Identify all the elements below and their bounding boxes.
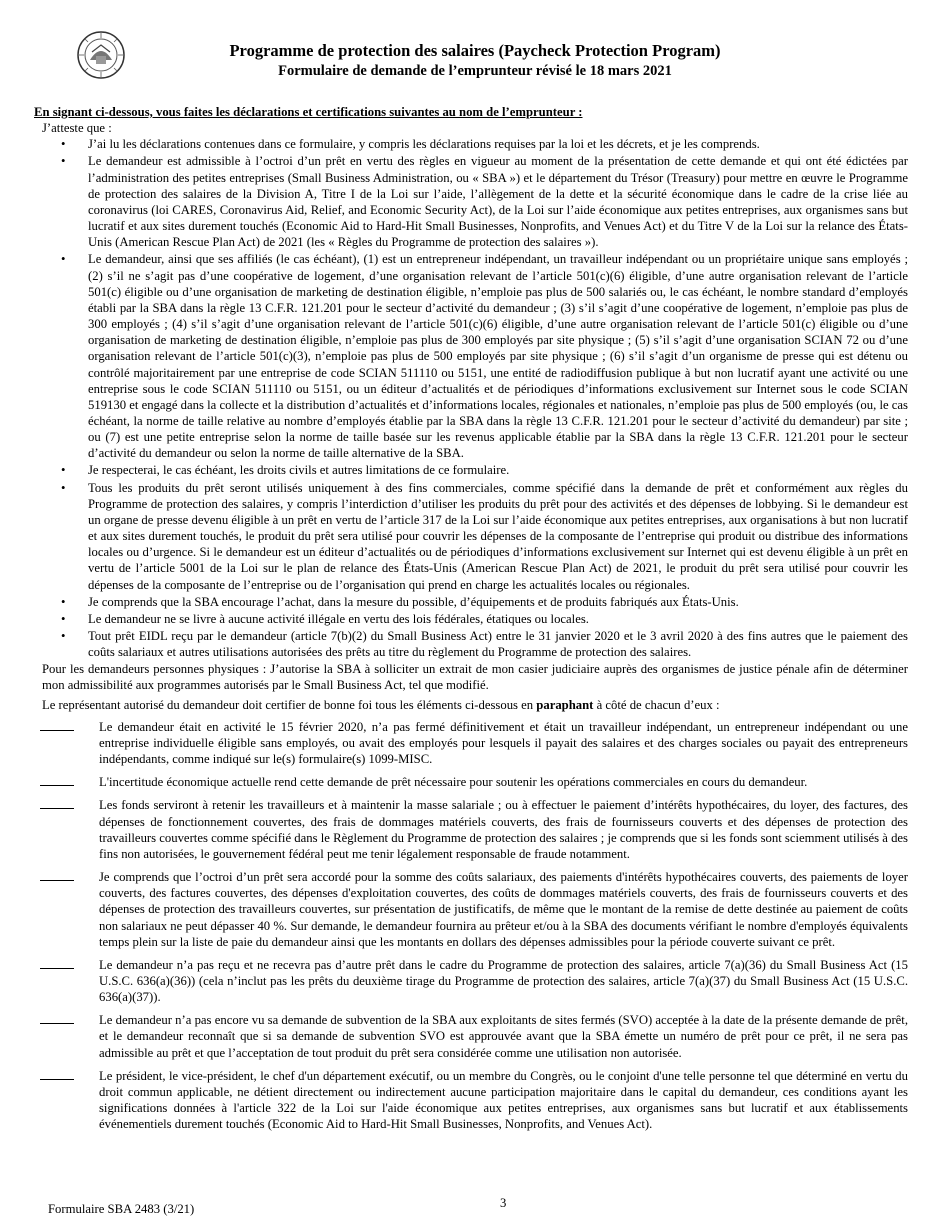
list-item: • Tous les produits du prêt seront utilisés uniquement à des fins commerciales, comme spécifié dans la demande de prêt et conformément aux règles du Programme de protection des salaires, y compris l’interdiction d’utiliser les produits du prêt pour des activités et des dépenses de lobbying. Si le demandeur est un organe de presse devenu éligible à un prêt en vertu de l’article 317 de la Loi sur l’aide économique aux petites entreprises, aux organisations à but non lucratif et aux sites durement touchés, le produit du prêt sera utilisé pour couvrir les dépenses de la composante de l’entreprise qui produit ou distribue des informations locales ou d’urgence. Si le demandeur est un éditeur d’actualités ou de périodiques d’informations exclusivement sur Internet qui est devenu éligible à un prêt en vertu de l’article 5001 de la Loi sur le plan de relance des États-Unis (American Rescue Plan Act) de 2021, le produit du prêt sera utilisé pour couvrir les dépenses de la composante de l’entreprise ou de l’organisation qui prend en charge les actualités locales ou régionales. <box>61 480 908 592</box>
form-subtitle: Formulaire de demande de l’emprunteur révisé le 18 mars 2021 <box>278 63 672 79</box>
form-header <box>140 41 810 81</box>
initials-line[interactable] <box>40 869 74 881</box>
list-item: • Je respecterai, le cas échéant, les droits civils et autres limitations de ce formulaire. <box>61 463 510 478</box>
initials-line[interactable] <box>40 1012 74 1024</box>
certification-item: Le demandeur n’a pas reçu et ne recevra pas d’autre prêt dans le cadre du Programme de protection des salaires, article 7(a)(36) du Small Business Act (15 U.S.C. 636(a)(36)) (cela n’inclut pas les prêts du deuxième tirage du Programme de protection des salaires, article 7(a)(37) du Small Business Act (15 U.S.C. 636(a)(37)). <box>34 957 908 1005</box>
list-item: • Tout prêt EIDL reçu par le demandeur (article 7(b)(2) du Small Business Act) entre le 31 janvier 2020 et le 3 avril 2020 à des fins autres que le paiement des coûts salariaux et autres utilisations autorisées des prêts au titre du règlement du Programme de protection des salaires. <box>61 629 908 660</box>
initials-line[interactable] <box>40 774 74 786</box>
individuals-paragraph: Pour les demandeurs personnes physiques : J’autorise la SBA à solliciter un extrait de mon casier judiciaire auprès des organismes de justice pénale afin de déterminer mon admissibilité aux programmes autorisés par le Small Business Act, tel que modifié. <box>42 662 908 693</box>
list-item: • J’ai lu les déclarations contenues dans ce formulaire, y compris les déclarations requises par la loi et les décrets, et je les comprends. <box>61 137 760 152</box>
initials-line[interactable] <box>40 719 74 731</box>
list-item: • Le demandeur, ainsi que ses affiliés (le cas échéant), (1) est un entrepreneur indépendant, un travailleur indépendant ou un propriétaire unique sans employés ; (2) s’il ne s’agit pas d’une coopérative de logement, d’une organisation relevant de l’article 501(c)(6) éligible, d’une autre organisation relevant de l’article 501(c) éligible ou d’une organisation de marketing de destination éligible, n’emploie pas plus de 500 salariés ou, le cas échéant, le nombre standard d’employés établi par la SBA dans la règle 13 C.F.R. 121.201 pour le secteur d’activité du demandeur ; (3) s’il s’agit d’une coopérative de logement, n’emploie pas plus de 300 employés ; (4) s’il s’agit d’une organisation relevant de l’article 501(c)(6) éligible, d’une autre organisation relevant de l’article 501(c) éligible ou d’une organisation de marketing de destination éligible, n’emploie pas plus de 300 employés par site physique ; (5) s’il s’agit d’une organisation SCIAN 72 ou d’une organisation relevant de l’article 501(c)(3), n’emploie pas plus de 500 employés par site physique ; (6) s’il s’agit d’un organisme de presse qui est détenu ou contrôlé majoritairement par une entreprise de code SCIAN 511110 ou 5151, une entité de radiodiffusion publique à but non lucratif ayant une activité ou une entreprise sous le code SCIAN 511110 ou 5151, ou un éditeur d’actualités et de périodiques d’informations exclusivement sur Internet sous le code SCIAN 519130 et engagé dans la collecte et la distribution d’actualités et d’informations locales, régionales et nationales, n’emploie pas plus de 500 employés (ou, le cas échéant, la norme de taille relative au nombre d’employés établie par la SBA dans la règle 13 C.F.R. 121.201 pour le secteur d’activité du demandeur) par site ; ou (7) est une petite entreprise selon la norme de taille basée sur les revenus applicable établie par la SBA dans la règle 13 C.F.R. 121.201 pour le secteur d’activité du demandeur ou selon la norme de taille alternative de la SBA. <box>61 252 908 461</box>
authorized-rep-paragraph: Le représentant autorisé du demandeur doit certifier de bonne foi tous les éléments ci-dessous en paraphant à côté de chacun d’eux : <box>42 697 720 712</box>
sba-seal-logo <box>76 30 126 80</box>
list-item: • Je comprends que la SBA encourage l’achat, dans la mesure du possible, d’équipements et de produits fabriqués aux États-Unis. <box>61 594 739 609</box>
certification-item: L'incertitude économique actuelle rend cette demande de prêt nécessaire pour soutenir les opérations commerciales en cours du demandeur. <box>34 774 908 790</box>
initials-line[interactable] <box>40 1068 74 1080</box>
certification-list <box>34 719 908 1133</box>
list-item: • Le demandeur est admissible à l’octroi d’un prêt en vertu des règles en vigueur au moment de la présentation de cette demande et qui ont été édictées par l’administration des petites entreprises (Small Business Administration, ou « SBA ») et le département du Trésor (Treasury) pour mettre en œuvre le Programme de protection des salaires de la Division A, Titre I de la Loi sur l’aide, l’allègement de la dette et la sécurité économique dans le cadre de la crise liée au coronavirus (loi CARES, Coronavirus Aid, Relief, and Economic Security Act), de la Loi sur l’aide économique aux petites entreprises, aux organismes sans but lucratif et aux sites durement touchés (Economic Aid to Hard-Hit Small Businesses, Nonprofits, and Venues Act) et du Titre V de la Loi sur la relance des États-Unis (American Rescue Plan Act) de 2021 (les « Règles du Programme de protection des salaires »). <box>61 154 908 250</box>
list-item: • Le demandeur ne se livre à aucune activité illégale en vertu des lois fédérales, étatiques ou locales. <box>61 611 589 626</box>
certification-item: Les fonds serviront à retenir les travailleurs et à maintenir la masse salariale ; ou à effectuer le paiement d’intérêts hypothécaires, du loyer, des factures, des dépenses de fonctionnement couvertes, des frais de dommages matériels couverts, des frais de fournisseurs couverts et des dépenses de protection des travailleurs couvertes comme spécifié dans le Règlement du Programme de protection des salaires ; je comprends que si les fonds sont sciemment utilisés à des fins non autorisées, le gouvernement fédéral peut me tenir légalement responsable de fraude notamment. <box>34 797 908 862</box>
initials-line[interactable] <box>40 797 74 809</box>
page-number: 3 <box>500 1196 507 1210</box>
form-title: Programme de protection des salaires (Paycheck Protection Program) <box>229 41 721 60</box>
form-identifier: Formulaire SBA 2483 (3/21) <box>48 1202 195 1216</box>
certification-item: Le président, le vice-président, le chef d'un département exécutif, ou un membre du Congrès, ou le conjoint d'une telle personne tel que déterminé en vertu du droit commun applicable, ne détient directement ou indirectement aucune participation majoritaire dans le capital du demandeur, ces conditions ayant les significations données à l'article 322 de la Loi sur l'aide économique aux petites entreprises, aux organismes sans but lucratif et aux établissements événementiels durement touchés (Economic Aid to Hard-Hit Small Businesses, Nonprofits, and Venues Act). <box>34 1068 908 1133</box>
attest-label: J’atteste que : <box>42 121 112 136</box>
form-body <box>34 104 908 1139</box>
intro-heading: En signant ci-dessous, vous faites les déclarations et certifications suivantes au nom de l’emprunteur : <box>34 105 583 119</box>
initials-line[interactable] <box>40 957 74 969</box>
certification-item: Le demandeur était en activité le 15 février 2020, n’a pas fermé définitivement et était un travailleur indépendant, un entrepreneur indépendant ou une entreprise individuelle éligible sans employés, ou avait des employés pour lesquels il payait des salaires et des charges sociales ou payait des entrepreneurs indépendants, comme indiqué sur le(s) formulaire(s) 1099-MISC. <box>34 719 908 767</box>
declaration-list <box>34 136 908 660</box>
certification-item: Je comprends que l’octroi d’un prêt sera accordé pour la somme des coûts salariaux, des paiements d'intérêts hypothécaires couverts, des paiements de loyer couverts, des factures couvertes, des dépenses d'exploitation couvertes, des coûts de dommages matériels couverts, des frais de fournisseurs couverts et des dépenses de protection des travailleurs couvertes, sur présentation de justificatifs, de même que le montant de la remise de dette destinée au paiement de coûts non salariaux ne peut dépasser 40 %. Sur demande, le demandeur fournira au prêteur et/ou à la SBA des documents vérifiant le nombre d'employés équivalents temps plein sur la liste de paie du demandeur ainsi que les montants en dollars des dépenses admissibles pour la période couverte suivant ce prêt. <box>34 869 908 950</box>
certification-item: Le demandeur n’a pas encore vu sa demande de subvention de la SBA aux exploitants de sites fermés (SVO) acceptée à la date de la présente demande de prêt, et le demandeur reconnaît que si sa demande de subvention SVO est approuvée avant que la SBA émette un numéro de prêt pour ce prêt, il ne sera pas admissible au prêt et que l’acceptation de tout produit du prêt sera considérée comme une utilisation non autorisée. <box>34 1012 908 1060</box>
